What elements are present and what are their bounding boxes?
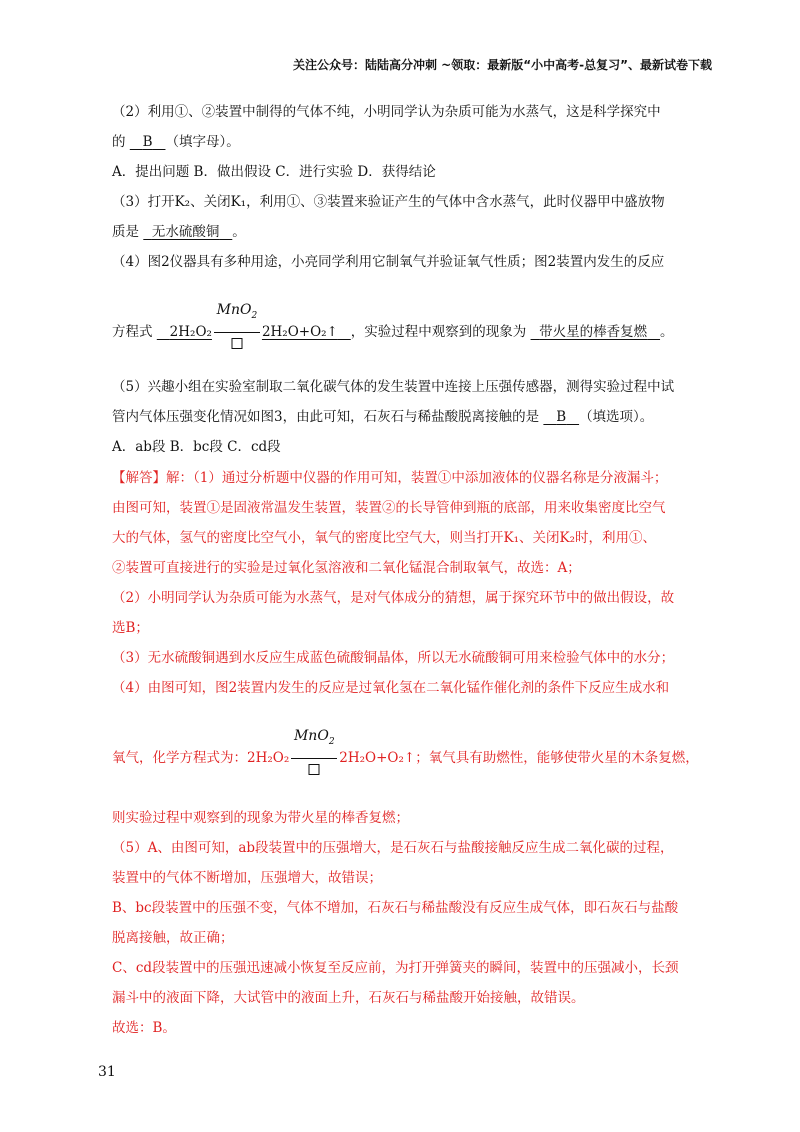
q4-answer: 带火星的棒香复燃 — [539, 324, 648, 340]
page-number: 31 — [98, 1064, 116, 1080]
q4-equation: 2H₂O₂ MnO$_2$ 2H₂O+O₂↑ — [157, 324, 351, 340]
solution-4c: 则实验过程中观察到的现象为带火星的棒香复燃； — [112, 810, 409, 826]
solution-1d: ②装置可直接进行的实验是过氧化氢溶液和二氧化锰混合制取氧气，故选：A； — [112, 560, 581, 576]
heat-symbol-icon — [231, 338, 242, 349]
q3-line1: （3）打开K₂、关闭K₁，利用①、③装置来验证产生的气体中含水蒸气，此时仪器甲中盛放物 — [112, 194, 665, 210]
solution-4a: （4）由图可知，图2装置内发生的反应是过氧化氢在二氧化锰作催化剂的条件下反应生成水和 — [112, 680, 670, 696]
q4-middle: ，实验过程中观察到的现象为 — [350, 324, 527, 340]
q3-prefix: 质是 — [112, 224, 139, 240]
solution-1c: 大的气体，氢气的密度比空气小，氧气的密度比空气大，则当打开K₁、关闭K₂时，利用①、 — [112, 530, 656, 546]
q5-options: A．ab段 B．bc段 C．cd段 — [112, 439, 281, 455]
q5-prefix: 管内气体压强变化情况如图3，由此可知，石灰石与稀盐酸脱离接触的是 — [112, 409, 540, 425]
solution-1b: 由图可知，装置①是固液常温发生装置，装置②的长导管伸到瓶的底部，用来收集密度比空气 — [112, 500, 666, 516]
solution-5c: B、bc段装置中的压强不变，气体不增加，石灰石与稀盐酸没有反应生成气体，即石灰石与盐酸 — [112, 900, 679, 916]
solution-2a: （2）小明同学认为杂质可能为水蒸气，是对气体成分的猜想，属于探究环节中的做出假设，故 — [112, 590, 675, 606]
q3-suffix: 。 — [232, 224, 246, 240]
q3-line2 — [112, 220, 246, 240]
page-header: 关注公众号：陆陆高分冲刺 ~领取：最新版“小中高考-总复习”、最新试卷下载 — [293, 58, 712, 72]
q5-line2 — [112, 405, 653, 425]
solution-label: 【解答】 — [112, 470, 166, 486]
q2-answer: B — [142, 134, 153, 150]
solution-reaction-condition: MnO$_2$ — [289, 750, 339, 766]
solution-1a: 【解答】解：（1）通过分析题中仪器的作用可知，装置①中添加液体的仪器名称是分液漏斗； — [112, 470, 668, 486]
solution-5f: 漏斗中的液面下降，大试管中的液面上升，石灰石与稀盐酸开始接触，故错误。 — [112, 990, 585, 1006]
q2-prefix: 的 — [112, 134, 126, 150]
solution-5a: （5）A、由图可知，ab段装置中的压强增大，是石灰石与盐酸接触反应生成二氧化碳的过程， — [112, 840, 674, 856]
solution-3: （3）无水硫酸铜遇到水反应生成蓝色硫酸铜晶体，所以无水硫酸铜可用来检验气体中的水分； — [112, 650, 675, 666]
q5-answer: B — [556, 409, 567, 425]
q5-suffix: （填选项）。 — [579, 409, 654, 425]
solution-5d: 脱离接触，故正确； — [112, 930, 234, 946]
q2-line1: （2）利用①、②装置中制得的气体不纯，小明同学认为杂质可能为水蒸气，这是科学探究中 — [112, 104, 661, 120]
q2-suffix: （填字母）。 — [165, 134, 240, 150]
q4-line1: （4）图2仪器具有多种用途，小亮同学利用它制氧气并验证氧气性质；图2装置内发生的反应 — [112, 254, 665, 270]
solution-2b: 选B； — [112, 620, 149, 636]
solution-final: 故选：B。 — [112, 1020, 176, 1036]
q4-end: 。 — [660, 324, 674, 340]
q4-equation-line — [112, 302, 674, 340]
q4-prefix: 方程式 — [112, 324, 153, 340]
q3-answer: 无水硫酸铜 — [151, 224, 220, 240]
q2-options: A．提出问题 B．做出假设 C．进行实验 D．获得结论 — [112, 164, 436, 180]
reaction-condition: MnO$_2$ — [212, 324, 262, 340]
solution-5e: C、cd段装置中的压强迅速减小恢复至反应前，为打开弹簧夹的瞬间，装置中的压强减小，长颈 — [112, 960, 679, 976]
q5-line1: （5）兴趣小组在实验室制取二氧化碳气体的发生装置中连接上压强传感器，测得实验过程中试 — [112, 379, 675, 395]
q2-line2 — [112, 130, 240, 150]
heat-symbol-icon — [309, 764, 320, 775]
solution-5b: 装置中的气体不断增加，压强增大，故错误； — [112, 870, 382, 886]
solution-4b: 氧气，化学方程式为：2H₂O₂ MnO$_2$ 2H₂O+O₂↑；氧气具有助燃性，能够使带火星的木条复燃， — [112, 746, 699, 766]
